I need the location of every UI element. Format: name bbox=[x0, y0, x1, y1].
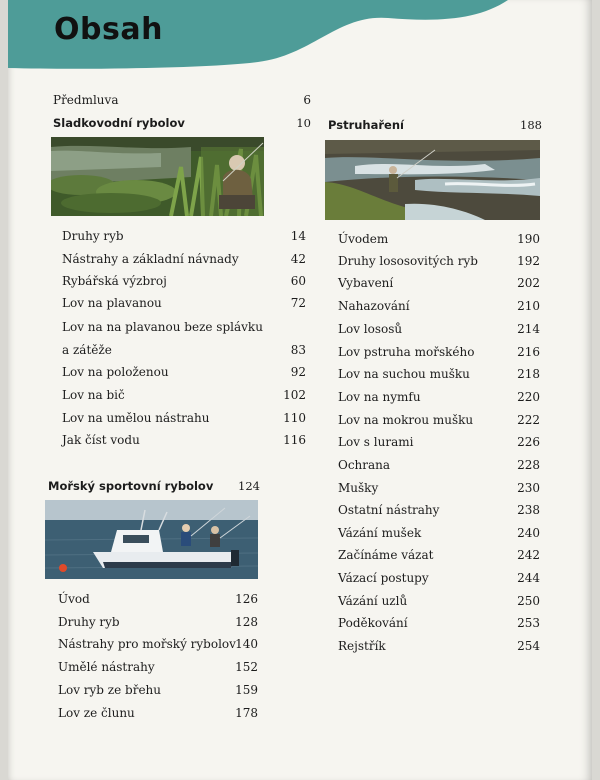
entry-page: 240 bbox=[517, 526, 540, 540]
entry-page: 126 bbox=[235, 592, 258, 606]
entry-label: Lov na suchou mušku bbox=[338, 367, 470, 381]
entry-label: Ostatní nástrahy bbox=[338, 503, 440, 517]
entry-page: 128 bbox=[235, 615, 258, 629]
entry-label: Vázání mušek bbox=[338, 526, 422, 540]
entry-label: Lov ze člunu bbox=[58, 706, 135, 720]
entry-page: 72 bbox=[290, 296, 306, 310]
entry-label: Lov na umělou nástrahu bbox=[62, 411, 210, 425]
entry-label: Rejstřík bbox=[338, 639, 386, 653]
entry-label: Mušky bbox=[338, 481, 379, 495]
entry-label: Předmluva bbox=[53, 93, 119, 107]
entry-label: Vybavení bbox=[338, 276, 394, 290]
entry-page: 228 bbox=[517, 458, 540, 472]
entry-label: Druhy ryb bbox=[58, 615, 120, 629]
entry-label: Ochrana bbox=[338, 458, 391, 472]
entry-page: 238 bbox=[517, 503, 540, 517]
entry-label: Lov na mokrou mušku bbox=[338, 413, 474, 427]
entry-page: 102 bbox=[283, 388, 306, 402]
entry-label: Vázací postupy bbox=[338, 571, 429, 585]
entry-page: 42 bbox=[290, 252, 306, 266]
entry-page: 250 bbox=[517, 594, 540, 608]
section-heading-label: Sladkovodní rybolov bbox=[53, 116, 185, 130]
sea-boat-photo bbox=[45, 500, 258, 579]
entry-label: Nástrahy a základní návnady bbox=[62, 252, 239, 266]
entry-page: 178 bbox=[235, 706, 258, 720]
entry-label: Lov na plavanou bbox=[62, 296, 162, 310]
entry-page: 159 bbox=[235, 683, 258, 697]
entry-page: 6 bbox=[303, 93, 311, 107]
entry-label: Druhy ryb bbox=[62, 229, 124, 243]
entry-page: 60 bbox=[290, 274, 306, 288]
entry-label: Lov pstruha mořského bbox=[338, 345, 475, 359]
entry-page: 242 bbox=[517, 548, 540, 562]
entry-page: 226 bbox=[517, 435, 540, 449]
section-heading-page: 188 bbox=[520, 118, 542, 132]
section-heading-label: Pstruhaření bbox=[328, 118, 404, 132]
entry-page: 244 bbox=[517, 571, 540, 585]
entry-label: a zátěže bbox=[62, 343, 112, 357]
entry-page: 116 bbox=[283, 433, 306, 447]
entry-page: 214 bbox=[517, 322, 540, 336]
entry-label: Úvodem bbox=[338, 232, 389, 246]
entry-label: Umělé nástrahy bbox=[58, 660, 155, 674]
entry-label: Lov lososů bbox=[338, 322, 403, 336]
entry-label: Lov s lurami bbox=[338, 435, 414, 449]
entry-page: 216 bbox=[517, 345, 540, 359]
entry-label: Lov na na plavanou beze splávku bbox=[62, 320, 263, 334]
entry-label: Rybářská výzbroj bbox=[62, 274, 167, 288]
entry-page: 190 bbox=[517, 232, 540, 246]
entry-page: 192 bbox=[517, 254, 540, 268]
entry-label: Lov ryb ze břehu bbox=[58, 683, 162, 697]
section-heading-page: 10 bbox=[296, 116, 311, 130]
entry-page: 253 bbox=[517, 616, 540, 630]
entry-label: Začínáme vázat bbox=[338, 548, 434, 562]
entry-page: 152 bbox=[235, 660, 258, 674]
pond-angler-photo bbox=[51, 137, 264, 216]
section-heading-page: 124 bbox=[238, 479, 260, 493]
entry-page: 92 bbox=[290, 365, 306, 379]
entry-label: Druhy lososovitých ryb bbox=[338, 254, 478, 268]
entry-label: Lov na bič bbox=[62, 388, 125, 402]
entry-label: Úvod bbox=[58, 592, 90, 606]
book-page bbox=[8, 0, 592, 780]
entry-page: 110 bbox=[283, 411, 306, 425]
entry-label: Lov na nymfu bbox=[338, 390, 421, 404]
entry-label: Lov na položenou bbox=[62, 365, 169, 379]
entry-page: 140 bbox=[235, 637, 258, 651]
entry-label: Nahazování bbox=[338, 299, 410, 313]
entry-page: 222 bbox=[517, 413, 540, 427]
entry-page: 14 bbox=[290, 229, 306, 243]
entry-label: Poděkování bbox=[338, 616, 408, 630]
entry-label: Vázání uzlů bbox=[338, 594, 408, 608]
entry-page: 218 bbox=[517, 367, 540, 381]
entry-page: 230 bbox=[517, 481, 540, 495]
entry-page: 210 bbox=[517, 299, 540, 313]
river-angler-photo bbox=[325, 140, 540, 220]
entry-page: 202 bbox=[517, 276, 540, 290]
entry-page: 83 bbox=[290, 343, 306, 357]
entry-label: Jak číst vodu bbox=[62, 433, 140, 447]
section-heading-label: Mořský sportovní rybolov bbox=[48, 479, 214, 493]
entry-label: Nástrahy pro mořský rybolov bbox=[58, 637, 236, 651]
page-title: Obsah bbox=[54, 12, 163, 47]
entry-page: 220 bbox=[517, 390, 540, 404]
entry-page: 254 bbox=[517, 639, 540, 653]
